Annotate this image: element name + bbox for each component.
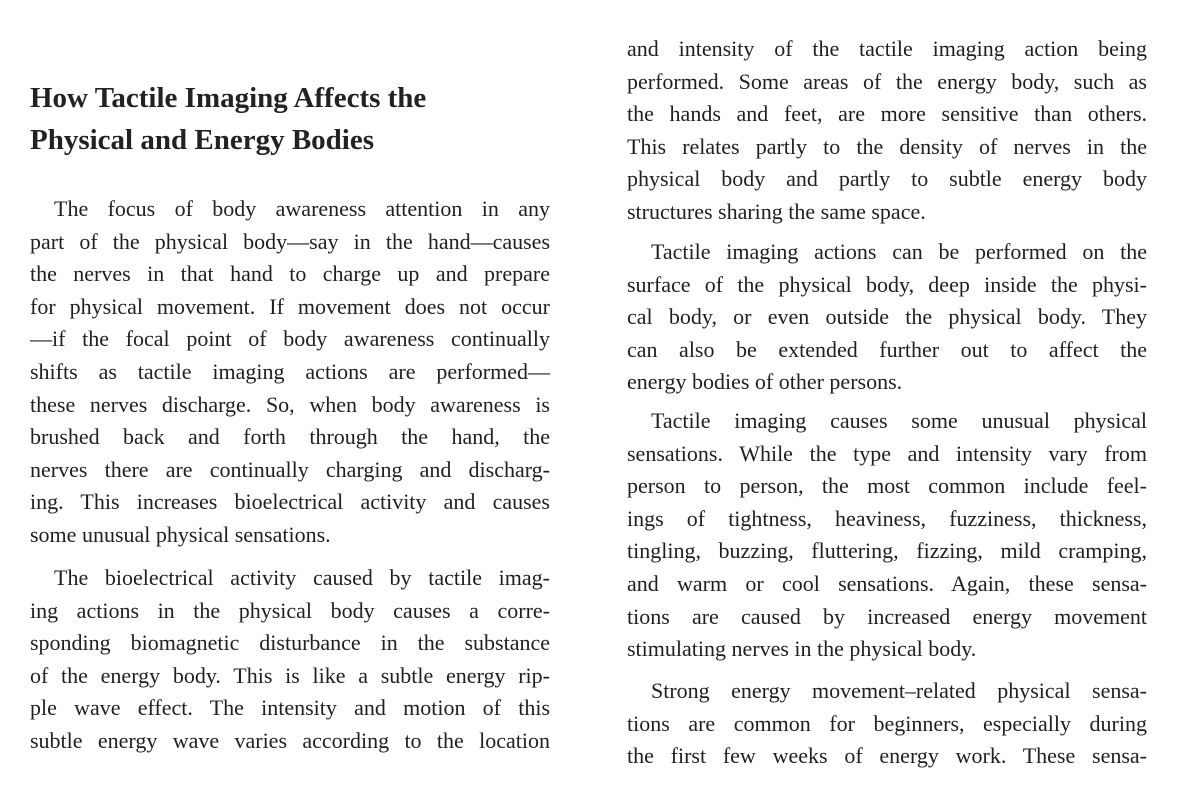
text-line: some unusual physical sensations. (30, 521, 331, 547)
text-line: ings of tightness, heaviness, fuzziness, thickness, (627, 505, 1147, 531)
text-line: ple wave effect. The intensity and motion of this (30, 695, 550, 721)
text-line: tions are caused by increased energy movement (627, 603, 1147, 629)
paragraph-sensations (627, 405, 1147, 666)
text-line: the hands and feet, are more sensitive than others. (627, 101, 1147, 127)
heading-line-2: Physical and Energy Bodies (30, 124, 375, 156)
text-line: of the energy body. This is like a subtle energy rip- (30, 662, 550, 688)
text-line: structures sharing the same space. (627, 198, 926, 224)
paragraph-continuation (627, 33, 1147, 229)
text-line: Tactile imaging causes some unusual physical (651, 408, 1147, 433)
text-line: and warm or cool sensations. Again, these sensa- (627, 570, 1147, 596)
text-line: part of the physical body—say in the hand—causes (30, 228, 550, 254)
text-line: shifts as tactile imaging actions are performed— (30, 358, 550, 384)
heading-line-1: How Tactile Imaging Affects the (30, 82, 427, 114)
text-line: cal body, or even outside the physical body. They (627, 304, 1147, 330)
text-line: Tactile imaging actions can be performed on the (651, 239, 1147, 264)
text-line: brushed back and forth through the hand, the (30, 424, 550, 450)
text-line: the first few weeks of energy work. These sensa- (627, 743, 1147, 769)
text-line: sensations. While the type and intensity vary from (627, 440, 1147, 466)
text-line: —if the focal point of body awareness continually (30, 326, 550, 352)
text-line: stimulating nerves in the physical body. (627, 636, 977, 662)
text-line: these nerves discharge. So, when body awareness is (30, 391, 550, 417)
text-line: performed. Some areas of the energy body, such as (627, 68, 1147, 94)
text-line: sponding biomagnetic disturbance in the substance (30, 630, 550, 656)
text-line: can also be extended further out to affect the (627, 336, 1147, 362)
text-line: tions are common for beginners, especially during (627, 710, 1147, 736)
text-line: This relates partly to the density of nerves in the (627, 133, 1147, 159)
paragraph-body-awareness (30, 193, 550, 552)
text-line: nerves there are continually charging and discharg- (30, 456, 550, 482)
section-heading (30, 77, 550, 161)
text-line: person to person, the most common include feel- (627, 473, 1147, 499)
paragraph-bioelectrical-activity (30, 562, 550, 758)
text-line: ing. This increases bioelectrical activity and causes (30, 489, 550, 515)
text-line: subtle energy wave varies according to the location (30, 727, 550, 753)
text-line: for physical movement. If movement does not occur (30, 293, 550, 319)
paragraph-where-performed (627, 236, 1147, 399)
text-line: physical body and partly to subtle energy body (627, 166, 1147, 192)
text-line: the nerves in that hand to charge up and prepare (30, 261, 550, 287)
text-line: The focus of body awareness attention in any (54, 196, 550, 221)
text-line: The bioelectrical activity caused by tactile imag- (54, 565, 550, 590)
text-line: and intensity of the tactile imaging action being (627, 36, 1147, 61)
text-line: Strong energy movement–related physical sensa- (651, 678, 1147, 703)
text-line: tingling, buzzing, fluttering, fizzing, mild cramping, (627, 538, 1147, 564)
text-line: ing actions in the physical body causes a corre- (30, 597, 550, 623)
paragraph-beginners (627, 675, 1147, 773)
text-line: energy bodies of other persons. (627, 369, 903, 395)
text-line: surface of the physical body, deep inside the physi- (627, 271, 1147, 297)
